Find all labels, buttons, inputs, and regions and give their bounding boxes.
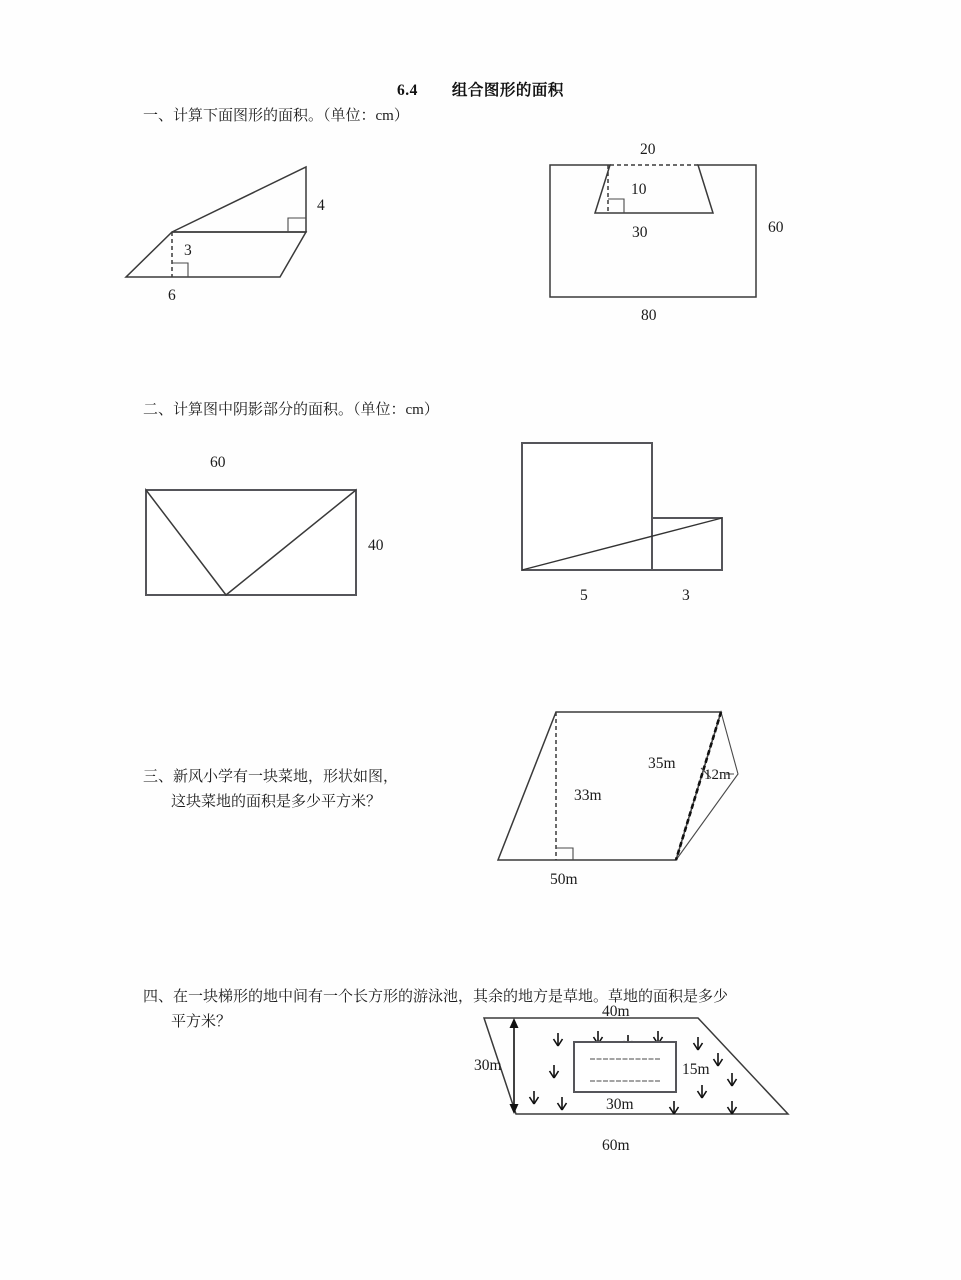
figure-4-label-bottom: 60m: [602, 1137, 630, 1154]
figure-1b-label-notch-base: 30: [632, 224, 648, 241]
figure-3-label-side: 35m: [648, 755, 676, 772]
question-1-text: 一、计算下面图形的面积。（单位：cm）: [143, 108, 409, 124]
figure-1b-label-rect-width: 80: [641, 307, 657, 324]
figure-1a-label-base: 6: [168, 287, 176, 304]
question-4-line-2: 平方米？: [171, 1013, 232, 1030]
question-3-line-2: 这块菜地的面积是多少平方米？: [171, 793, 382, 810]
figure-1b-label-notch-height: 10: [631, 181, 647, 198]
figure-3-vegetable-plot: [468, 698, 788, 898]
figure-3-label-small-triangle: 12m: [704, 767, 731, 783]
figure-1b-label-notch-top: 20: [640, 141, 656, 158]
figure-3-label-base: 50m: [550, 871, 578, 888]
figure-1a-composite-parallelogram-triangle: [110, 150, 360, 315]
figure-3-label-height: 33m: [574, 787, 602, 804]
question-3-text: [143, 740, 473, 839]
figure-4-trapezoid-field-with-pool: [470, 1002, 820, 1167]
figure-1b-rectangle-with-notch: [528, 132, 818, 327]
figure-4-label-pool-width: 30m: [606, 1096, 634, 1113]
figure-4-label-pool-height: 15m: [682, 1061, 710, 1078]
section-title: 组合图形的面积: [451, 82, 564, 99]
page-title: [0, 78, 961, 100]
figure-4-label-left-height: 30m: [474, 1057, 502, 1074]
question-4-line-1: 四、在一块梯形的地中间有一个长方形的游泳池，其余的地方是草地。草地的面积是多少: [143, 988, 729, 1005]
figure-2b-two-squares-shaded-triangle: [500, 430, 770, 610]
figure-2a-label-height: 40: [368, 537, 384, 554]
figure-1a-label-height-top: 4: [317, 197, 325, 214]
figure-2b-label-left-square: 5: [580, 587, 588, 604]
question-3-line-1: 三、新风小学有一块菜地，形状如图，: [143, 768, 399, 785]
figure-2b-label-right-square: 3: [682, 587, 690, 604]
figure-2a-rectangle-shaded-sides: [128, 440, 398, 620]
figure-2a-label-width: 60: [210, 454, 226, 471]
figure-1a-label-height-bottom: 3: [184, 242, 192, 259]
question-2-text: 二、计算图中阴影部分的面积。（单位：cm）: [143, 402, 439, 418]
figure-4-label-top: 40m: [602, 1003, 630, 1020]
section-number: 6.4: [397, 82, 418, 99]
figure-1b-label-rect-height: 60: [768, 219, 784, 236]
